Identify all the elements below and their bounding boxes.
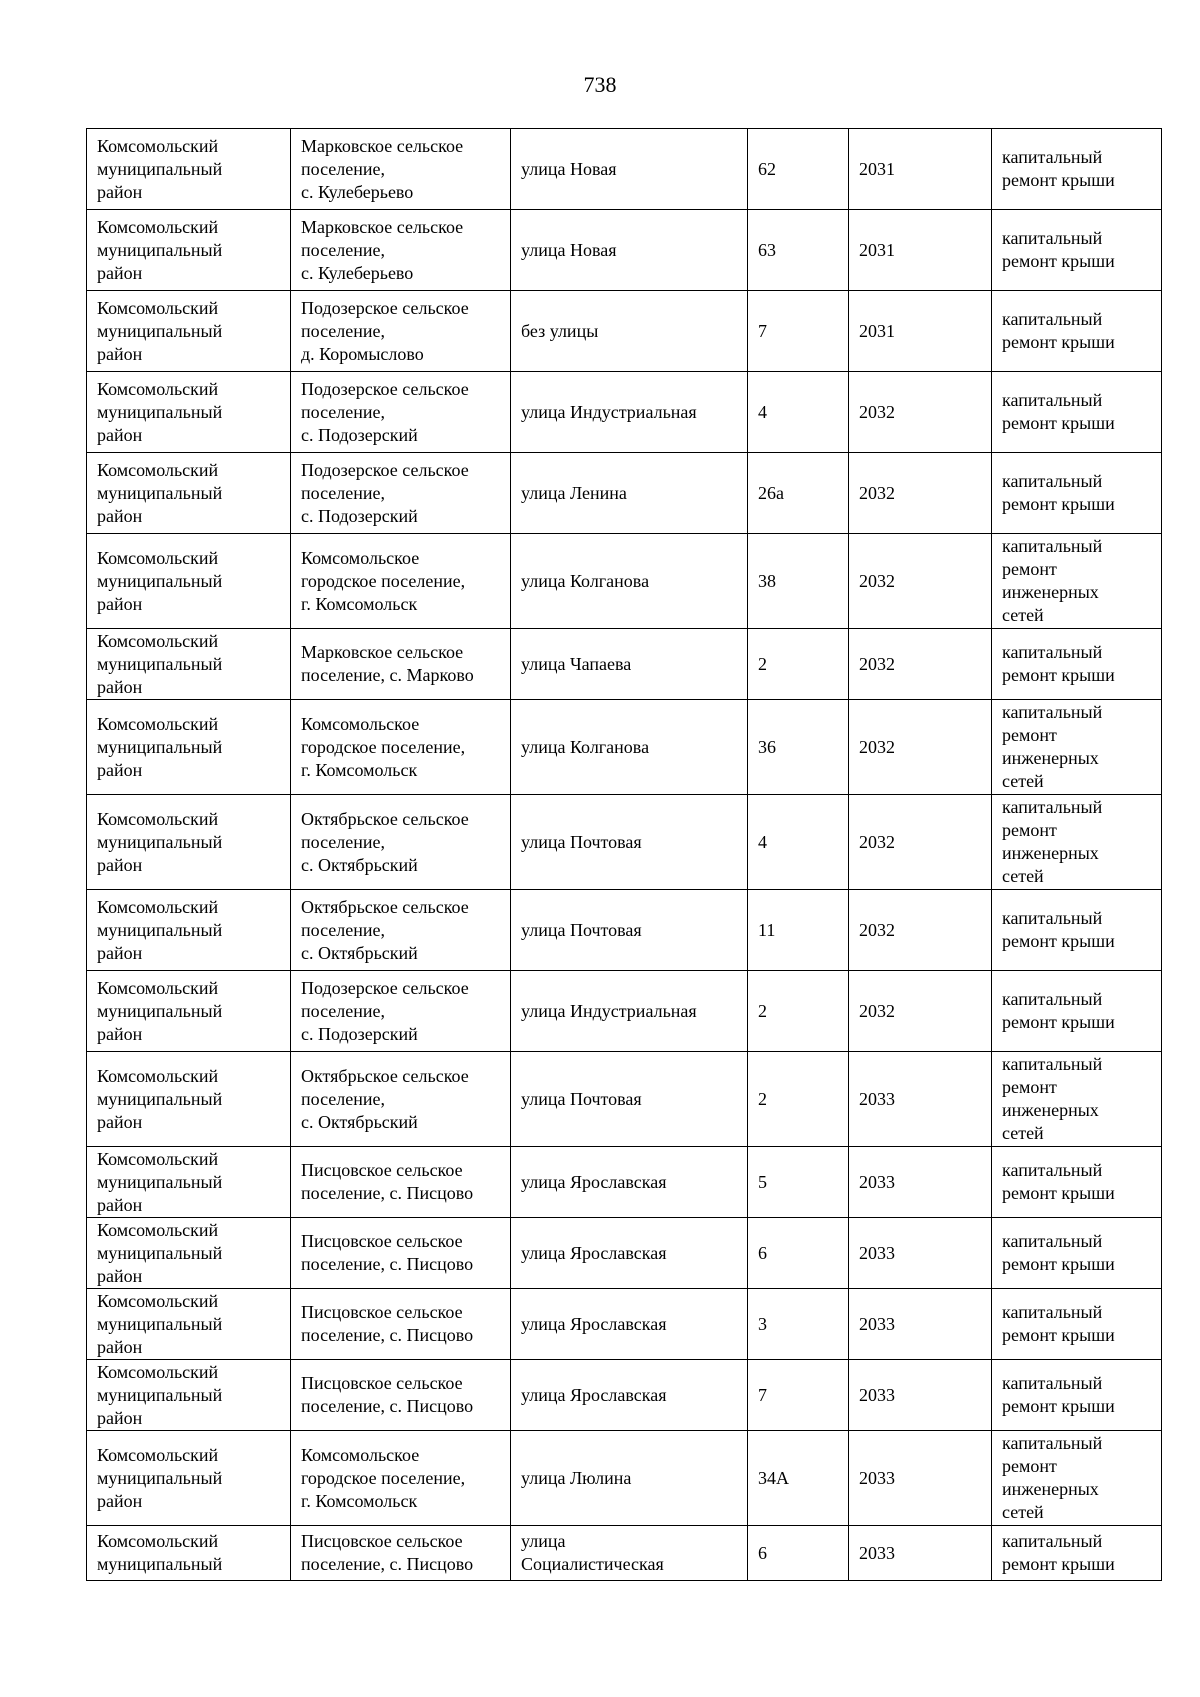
district-cell: Комсомольский муниципальный район xyxy=(87,1147,291,1218)
year-cell: 2033 xyxy=(849,1052,992,1147)
year-cell: 2033 xyxy=(849,1289,992,1360)
table-row xyxy=(87,210,1162,291)
table-row xyxy=(87,1526,1162,1581)
street-cell: улица Ленина xyxy=(511,453,748,534)
table-row xyxy=(87,1218,1162,1289)
house-number-cell: 26а xyxy=(748,453,849,534)
district-cell: Комсомольский муниципальный район xyxy=(87,291,291,372)
year-cell: 2032 xyxy=(849,372,992,453)
work-type-cell: капитальный ремонт крыши xyxy=(992,129,1162,210)
street-cell: улица Колганова xyxy=(511,700,748,795)
table-row xyxy=(87,372,1162,453)
street-cell: улица Чапаева xyxy=(511,629,748,700)
district-cell: Комсомольский муниципальный район xyxy=(87,372,291,453)
street-cell: улица Почтовая xyxy=(511,1052,748,1147)
settlement-cell: Писцовское сельское поселение, с. Писцово xyxy=(291,1289,511,1360)
settlement-cell: Октябрьское сельское поселение, с. Октябрьский xyxy=(291,1052,511,1147)
house-number-cell: 36 xyxy=(748,700,849,795)
house-number-cell: 63 xyxy=(748,210,849,291)
table-row xyxy=(87,453,1162,534)
street-cell: без улицы xyxy=(511,291,748,372)
district-cell: Комсомольский муниципальный xyxy=(87,1526,291,1581)
street-cell: улица Индустриальная xyxy=(511,971,748,1052)
settlement-cell: Октябрьское сельское поселение, с. Октябрьский xyxy=(291,890,511,971)
table-row xyxy=(87,700,1162,795)
table-row xyxy=(87,1147,1162,1218)
work-type-cell: капитальный ремонт крыши xyxy=(992,1218,1162,1289)
work-type-cell: капитальный ремонт крыши xyxy=(992,1360,1162,1431)
work-type-cell: капитальный ремонт инженерных сетей xyxy=(992,1052,1162,1147)
settlement-cell: Марковское сельское поселение, с. Марково xyxy=(291,629,511,700)
street-cell: улица Индустриальная xyxy=(511,372,748,453)
house-number-cell: 6 xyxy=(748,1526,849,1581)
house-number-cell: 6 xyxy=(748,1218,849,1289)
house-number-cell: 5 xyxy=(748,1147,849,1218)
year-cell: 2032 xyxy=(849,453,992,534)
settlement-cell: Октябрьское сельское поселение, с. Октябрьский xyxy=(291,795,511,890)
work-type-cell: капитальный ремонт крыши xyxy=(992,1526,1162,1581)
street-cell: улица Люлина xyxy=(511,1431,748,1526)
table-row xyxy=(87,795,1162,890)
table-row xyxy=(87,534,1162,629)
table-row xyxy=(87,1360,1162,1431)
street-cell: улица Ярославская xyxy=(511,1147,748,1218)
work-type-cell: капитальный ремонт инженерных сетей xyxy=(992,1431,1162,1526)
settlement-cell: Марковское сельское поселение, с. Кулеберьево xyxy=(291,129,511,210)
work-type-cell: капитальный ремонт крыши xyxy=(992,1289,1162,1360)
house-number-cell: 38 xyxy=(748,534,849,629)
work-type-cell: капитальный ремонт крыши xyxy=(992,890,1162,971)
work-type-cell: капитальный ремонт инженерных сетей xyxy=(992,700,1162,795)
work-type-cell: капитальный ремонт инженерных сетей xyxy=(992,795,1162,890)
work-type-cell: капитальный ремонт крыши xyxy=(992,1147,1162,1218)
table-row xyxy=(87,1289,1162,1360)
house-number-cell: 11 xyxy=(748,890,849,971)
district-cell: Комсомольский муниципальный район xyxy=(87,1360,291,1431)
year-cell: 2033 xyxy=(849,1526,992,1581)
district-cell: Комсомольский муниципальный район xyxy=(87,210,291,291)
table-row xyxy=(87,129,1162,210)
table-row xyxy=(87,629,1162,700)
settlement-cell: Писцовское сельское поселение, с. Писцово xyxy=(291,1526,511,1581)
district-cell: Комсомольский муниципальный район xyxy=(87,453,291,534)
street-cell: улица Новая xyxy=(511,129,748,210)
house-number-cell: 34А xyxy=(748,1431,849,1526)
district-cell: Комсомольский муниципальный район xyxy=(87,700,291,795)
settlement-cell: Марковское сельское поселение, с. Кулеберьево xyxy=(291,210,511,291)
street-cell: улица Ярославская xyxy=(511,1289,748,1360)
house-number-cell: 3 xyxy=(748,1289,849,1360)
district-cell: Комсомольский муниципальный район xyxy=(87,1431,291,1526)
district-cell: Комсомольский муниципальный район xyxy=(87,1218,291,1289)
street-cell: улица Ярославская xyxy=(511,1218,748,1289)
settlement-cell: Комсомольское городское поселение, г. Комсомольск xyxy=(291,534,511,629)
year-cell: 2032 xyxy=(849,534,992,629)
work-type-cell: капитальный ремонт крыши xyxy=(992,210,1162,291)
year-cell: 2031 xyxy=(849,129,992,210)
settlement-cell: Писцовское сельское поселение, с. Писцово xyxy=(291,1218,511,1289)
district-cell: Комсомольский муниципальный район xyxy=(87,629,291,700)
table-row xyxy=(87,291,1162,372)
table-row xyxy=(87,971,1162,1052)
year-cell: 2032 xyxy=(849,795,992,890)
year-cell: 2031 xyxy=(849,210,992,291)
table-row xyxy=(87,1052,1162,1147)
table-body xyxy=(87,129,1162,1581)
street-cell: улица Почтовая xyxy=(511,795,748,890)
settlement-cell: Комсомольское городское поселение, г. Комсомольск xyxy=(291,1431,511,1526)
street-cell: улица Социалистическая xyxy=(511,1526,748,1581)
district-cell: Комсомольский муниципальный район xyxy=(87,1052,291,1147)
house-number-cell: 4 xyxy=(748,795,849,890)
house-number-cell: 2 xyxy=(748,1052,849,1147)
settlement-cell: Подозерское сельское поселение, с. Подозерский xyxy=(291,372,511,453)
district-cell: Комсомольский муниципальный район xyxy=(87,129,291,210)
work-type-cell: капитальный ремонт крыши xyxy=(992,291,1162,372)
district-cell: Комсомольский муниципальный район xyxy=(87,1289,291,1360)
settlement-cell: Писцовское сельское поселение, с. Писцово xyxy=(291,1360,511,1431)
district-cell: Комсомольский муниципальный район xyxy=(87,890,291,971)
repair-schedule-table xyxy=(86,128,1162,1581)
year-cell: 2032 xyxy=(849,890,992,971)
district-cell: Комсомольский муниципальный район xyxy=(87,534,291,629)
year-cell: 2032 xyxy=(849,629,992,700)
year-cell: 2031 xyxy=(849,291,992,372)
house-number-cell: 2 xyxy=(748,629,849,700)
house-number-cell: 7 xyxy=(748,291,849,372)
table-row xyxy=(87,1431,1162,1526)
work-type-cell: капитальный ремонт крыши xyxy=(992,453,1162,534)
district-cell: Комсомольский муниципальный район xyxy=(87,971,291,1052)
settlement-cell: Писцовское сельское поселение, с. Писцово xyxy=(291,1147,511,1218)
year-cell: 2033 xyxy=(849,1147,992,1218)
table-row xyxy=(87,890,1162,971)
work-type-cell: капитальный ремонт крыши xyxy=(992,971,1162,1052)
house-number-cell: 2 xyxy=(748,971,849,1052)
street-cell: улица Почтовая xyxy=(511,890,748,971)
page-number: 738 xyxy=(583,72,617,97)
year-cell: 2033 xyxy=(849,1431,992,1526)
work-type-cell: капитальный ремонт инженерных сетей xyxy=(992,534,1162,629)
house-number-cell: 7 xyxy=(748,1360,849,1431)
year-cell: 2032 xyxy=(849,700,992,795)
street-cell: улица Ярославская xyxy=(511,1360,748,1431)
house-number-cell: 4 xyxy=(748,372,849,453)
settlement-cell: Подозерское сельское поселение, с. Подозерский xyxy=(291,971,511,1052)
work-type-cell: капитальный ремонт крыши xyxy=(992,629,1162,700)
settlement-cell: Подозерское сельское поселение, с. Подозерский xyxy=(291,453,511,534)
house-number-cell: 62 xyxy=(748,129,849,210)
settlement-cell: Подозерское сельское поселение, д. Коромыслово xyxy=(291,291,511,372)
street-cell: улица Колганова xyxy=(511,534,748,629)
settlement-cell: Комсомольское городское поселение, г. Комсомольск xyxy=(291,700,511,795)
year-cell: 2032 xyxy=(849,971,992,1052)
street-cell: улица Новая xyxy=(511,210,748,291)
year-cell: 2033 xyxy=(849,1218,992,1289)
year-cell: 2033 xyxy=(849,1360,992,1431)
work-type-cell: капитальный ремонт крыши xyxy=(992,372,1162,453)
district-cell: Комсомольский муниципальный район xyxy=(87,795,291,890)
